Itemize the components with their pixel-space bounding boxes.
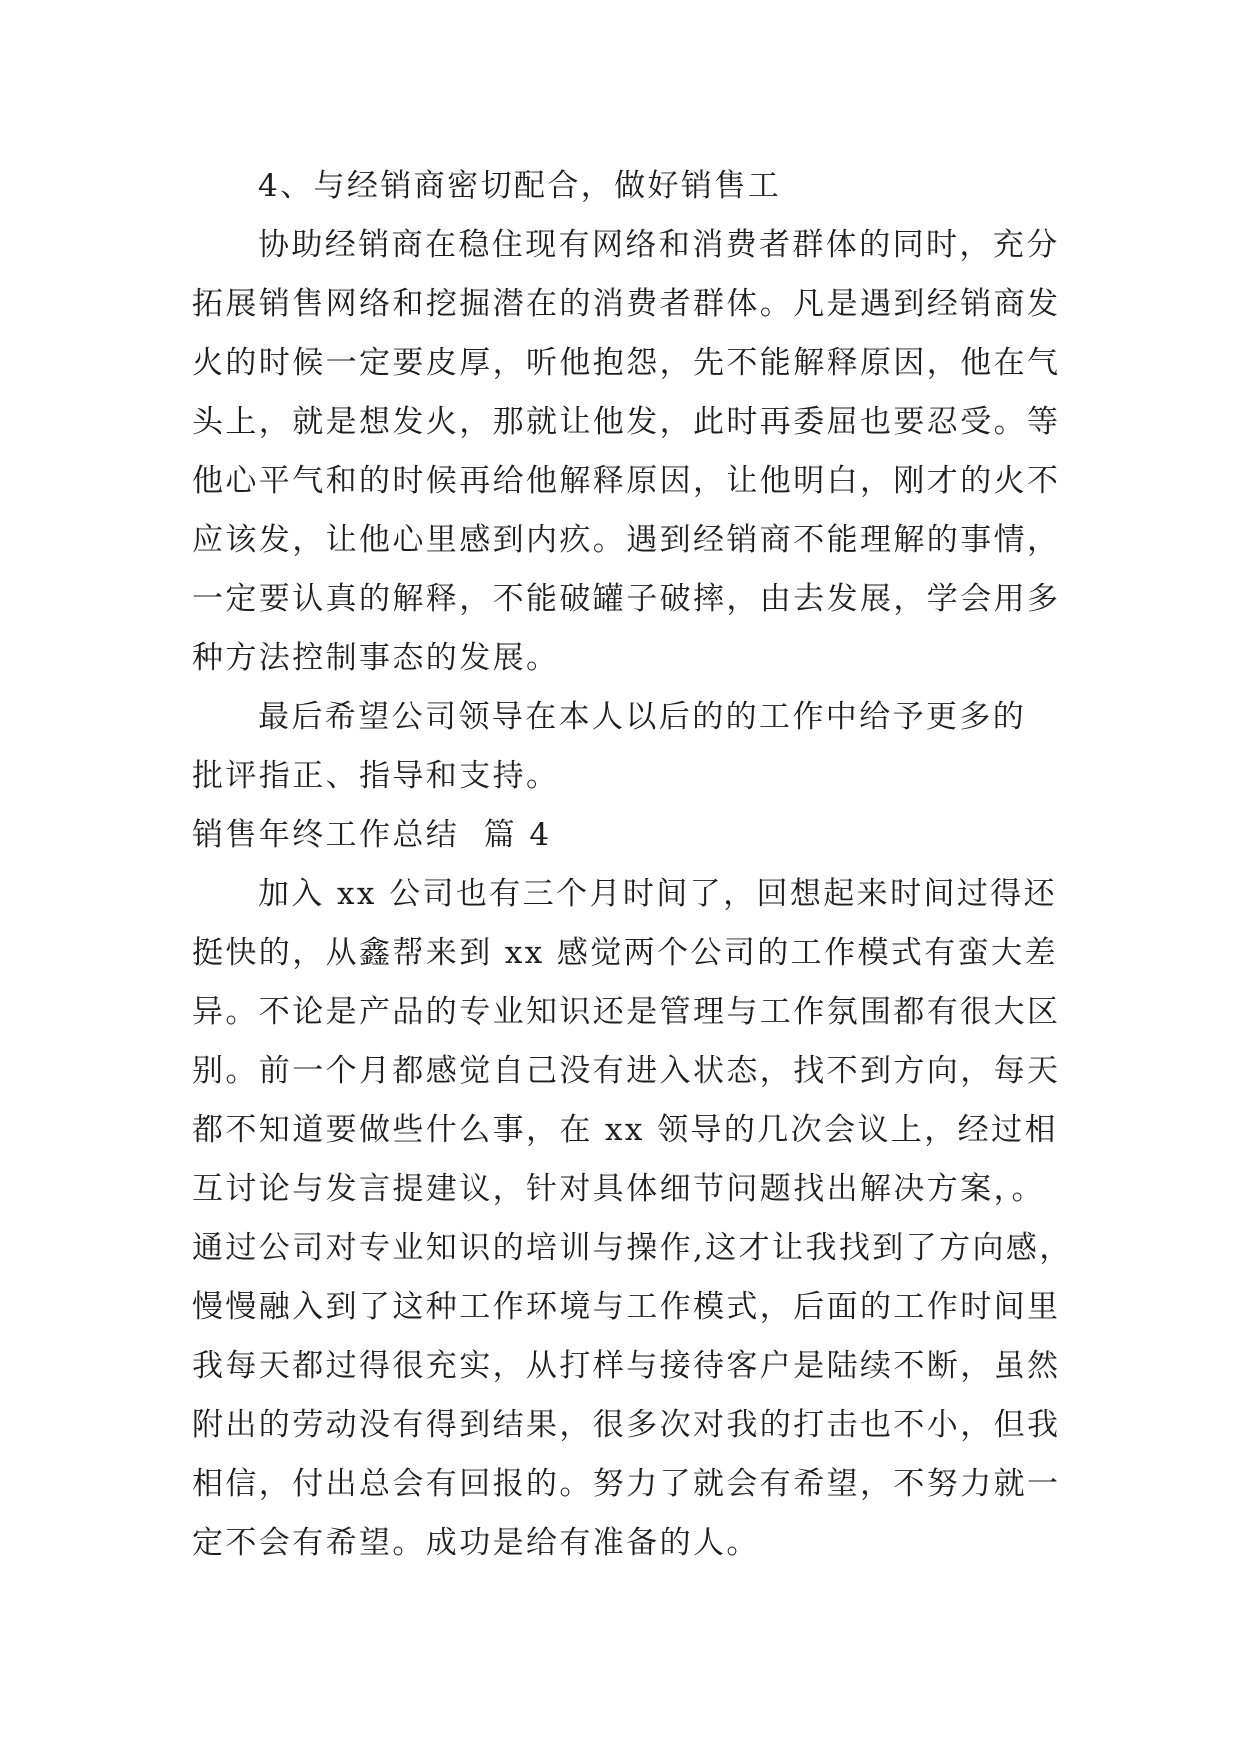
text-line: 附出的劳动没有得到结果，很多次对我的打击也不小，但我 xyxy=(192,1407,1061,1443)
text-line: 协助经销商在稳住现有网络和消费者群体的同时，充分 xyxy=(258,227,1060,263)
text-line: 通过公司对专业知识的培训与操作,这才让我找到了方向感， xyxy=(192,1230,1073,1266)
paragraph-dealer-cooperation xyxy=(192,216,1241,688)
paragraph-item-4-title xyxy=(192,157,1241,216)
text-line: 批评指正、指导和支持。 xyxy=(192,758,560,794)
text-line: 都不知道要做些什么事，在 xx 领导的几次会议上，经过相 xyxy=(192,1112,1058,1148)
paragraph-joining-company xyxy=(192,865,1241,1573)
text-line: 4、与经销商密切配合，做好销售工 xyxy=(258,168,782,204)
text-line: 头上，就是想发火，那就让他发，此时再委屈也要忍受。等 xyxy=(192,404,1061,440)
text-line: 种方法控制事态的发展。 xyxy=(192,640,560,676)
text-line: 一定要认真的解释，不能破罐子破摔，由去发展，学会用多 xyxy=(192,581,1061,617)
text-line: 相信，付出总会有回报的。努力了就会有希望，不努力就一 xyxy=(192,1466,1061,1502)
text-line: 定不会有希望。成功是给有准备的人。 xyxy=(192,1525,760,1561)
text-line: 最后希望公司领导在本人以后的的工作中给予更多的 xyxy=(258,699,1027,735)
text-line: 拓展销售网络和挖掘潜在的消费者群体。凡是遇到经销商发 xyxy=(192,286,1061,322)
text-line: 别。前一个月都感觉自己没有进入状态，找不到方向，每天 xyxy=(192,1053,1061,1089)
text-line: 我每天都过得很充实，从打样与接待客户是陆续不断，虽然 xyxy=(192,1348,1061,1384)
text-line: 加入 xx 公司也有三个月时间了，回想起来时间过得还 xyxy=(258,876,1058,912)
text-line: 他心平气和的时候再给他解释原因，让他明白，刚才的火不 xyxy=(192,463,1061,499)
text-line: 应该发，让他心里感到内疚。遇到经销商不能理解的事情， xyxy=(192,522,1061,558)
text-line: 慢慢融入到了这种工作环境与工作模式，后面的工作时间里 xyxy=(192,1289,1061,1325)
text-line: 火的时候一定要皮厚，听他抱怨，先不能解释原因，他在气 xyxy=(192,345,1061,381)
section-heading: 销售年终工作总结 篇 4 xyxy=(192,817,552,853)
text-line: 异。不论是产品的专业知识还是管理与工作氛围都有很大区 xyxy=(192,994,1061,1030)
paragraph-closing-wish xyxy=(192,688,1241,806)
text-line: 挺快的，从鑫帮来到 xx 感觉两个公司的工作模式有蛮大差 xyxy=(192,935,1058,971)
text-line: 互讨论与发言提建议，针对具体细节问题找出解决方案，。 xyxy=(192,1171,1045,1207)
